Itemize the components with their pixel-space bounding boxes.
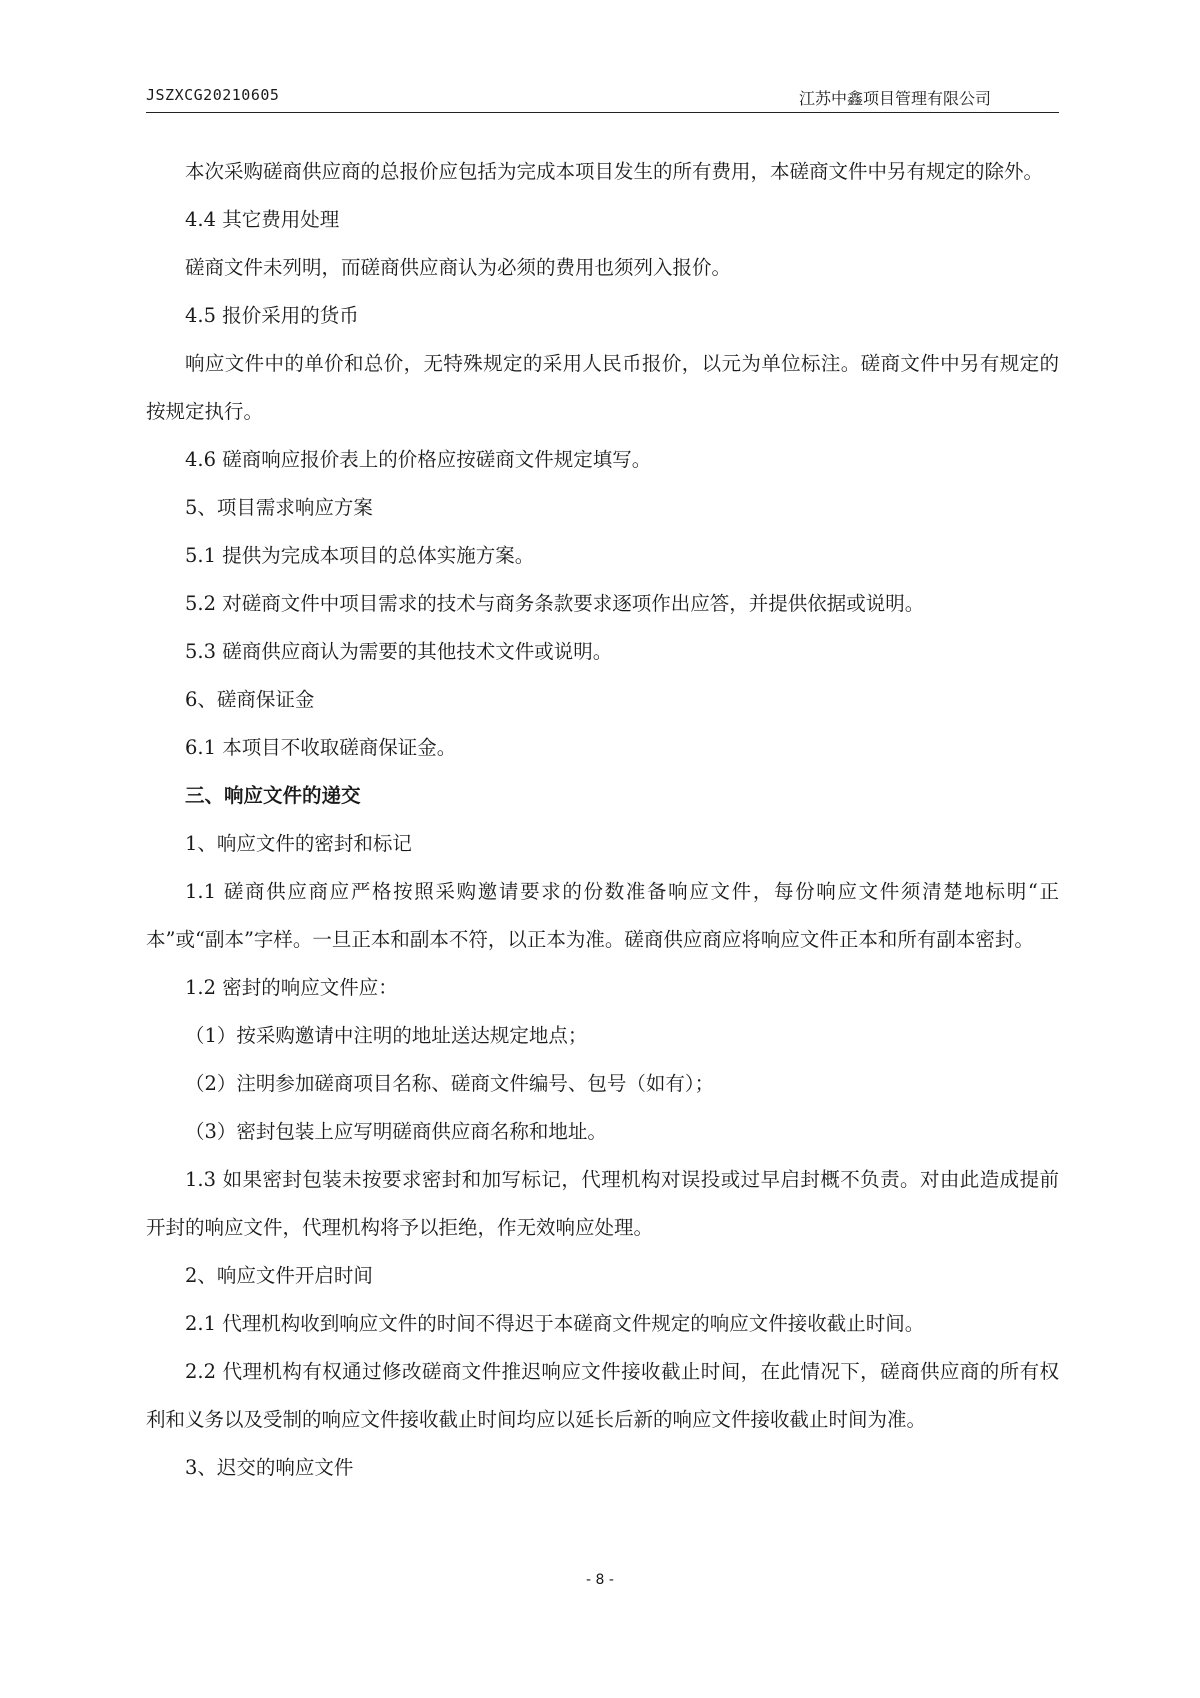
page-number: - 8 - bbox=[586, 1572, 614, 1588]
body-paragraph: 5、项目需求响应方案 bbox=[185, 496, 373, 519]
body-paragraph: 2、响应文件开启时间 bbox=[185, 1264, 373, 1287]
document-code: JSZXCG20210605 bbox=[146, 86, 280, 104]
body-paragraph: 2.2 代理机构有权通过修改磋商文件推迟响应文件接收截止时间，在此情况下，磋商供应商的所有权利和义务以及受制的响应文件接收截止时间均应以延长后新的响应文件接收截止时间为准。 bbox=[146, 1360, 1059, 1431]
body-paragraph: 1、响应文件的密封和标记 bbox=[185, 832, 412, 855]
body-paragraph: 2.1 代理机构收到响应文件的时间不得迟于本磋商文件规定的响应文件接收截止时间。 bbox=[185, 1312, 925, 1335]
page-header bbox=[146, 86, 1059, 113]
body-paragraph: 磋商文件未列明，而磋商供应商认为必须的费用也须列入报价。 bbox=[185, 256, 732, 279]
body-paragraph: （1）按采购邀请中注明的地址送达规定地点； bbox=[185, 1024, 588, 1047]
document-body bbox=[146, 148, 1059, 1492]
body-paragraph: 1.3 如果密封包装未按要求密封和加写标记，代理机构对误投或过早启封概不负责。对由此造成提前开封的响应文件，代理机构将予以拒绝，作无效响应处理。 bbox=[146, 1168, 1059, 1239]
body-paragraph: （3）密封包装上应写明磋商供应商名称和地址。 bbox=[185, 1120, 607, 1143]
body-paragraph: 响应文件中的单价和总价，无特殊规定的采用人民币报价，以元为单位标注。磋商文件中另有规定的按规定执行。 bbox=[146, 352, 1059, 423]
body-paragraph: 4.6 磋商响应报价表上的价格应按磋商文件规定填写。 bbox=[185, 448, 652, 471]
body-paragraph: 4.5 报价采用的货币 bbox=[185, 304, 359, 327]
body-paragraph: 1.1 磋商供应商应严格按照采购邀请要求的份数准备响应文件，每份响应文件须清楚地标明“正本”或“副本”字样。一旦正本和副本不符，以正本为准。磋商供应商应将响应文件正本和所有副本密封。 bbox=[146, 880, 1059, 951]
section-heading: 三、响应文件的递交 bbox=[185, 784, 361, 807]
body-paragraph: 5.1 提供为完成本项目的总体实施方案。 bbox=[185, 544, 535, 567]
body-paragraph: 本次采购磋商供应商的总报价应包括为完成本项目发生的所有费用，本磋商文件中另有规定的除外。 bbox=[185, 160, 1044, 183]
body-paragraph: 5.2 对磋商文件中项目需求的技术与商务条款要求逐项作出应答，并提供依据或说明。 bbox=[185, 592, 925, 615]
body-paragraph: 3、迟交的响应文件 bbox=[185, 1456, 354, 1479]
body-paragraph: 4.4 其它费用处理 bbox=[185, 208, 340, 231]
body-paragraph: 1.2 密封的响应文件应： bbox=[185, 976, 398, 999]
body-paragraph: （2）注明参加磋商项目名称、磋商文件编号、包号（如有）； bbox=[185, 1072, 715, 1095]
body-paragraph: 5.3 磋商供应商认为需要的其他技术文件或说明。 bbox=[185, 640, 613, 663]
body-paragraph: 6、磋商保证金 bbox=[185, 688, 315, 711]
body-paragraph: 6.1 本项目不收取磋商保证金。 bbox=[185, 736, 457, 759]
company-name: 江苏中鑫项目管理有限公司 bbox=[798, 89, 991, 108]
